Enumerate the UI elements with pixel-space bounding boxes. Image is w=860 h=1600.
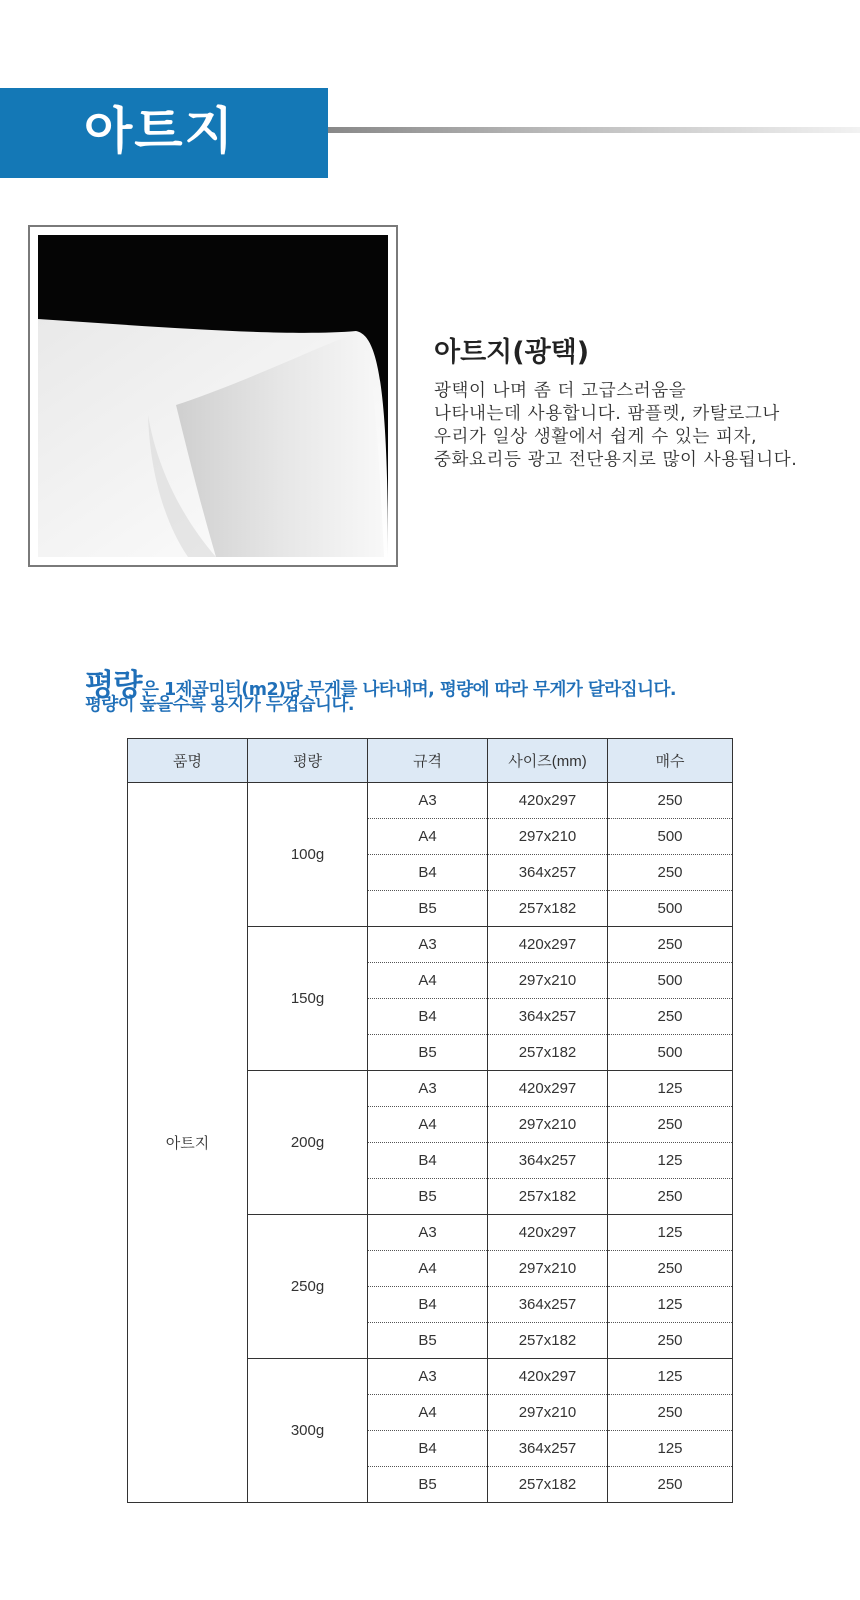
cell-count: 250 (608, 783, 733, 819)
cell-weight: 100g (248, 783, 368, 927)
cell-item-name: 아트지 (128, 783, 248, 1503)
cell-spec: A4 (368, 1251, 488, 1287)
cell-size: 364x257 (488, 855, 608, 891)
cell-spec: A3 (368, 1071, 488, 1107)
col-header-weight: 평량 (248, 739, 368, 783)
cell-count: 500 (608, 963, 733, 999)
cell-spec: A3 (368, 783, 488, 819)
cell-count: 250 (608, 1467, 733, 1503)
cell-count: 125 (608, 1431, 733, 1467)
col-header-count: 매수 (608, 739, 733, 783)
cell-size: 420x297 (488, 783, 608, 819)
title-banner (0, 88, 328, 178)
cell-weight: 300g (248, 1359, 368, 1503)
cell-count: 250 (608, 1395, 733, 1431)
cell-size: 257x182 (488, 1323, 608, 1359)
cell-size: 364x257 (488, 1431, 608, 1467)
cell-size: 257x182 (488, 1467, 608, 1503)
col-header-item: 품명 (128, 739, 248, 783)
cell-count: 500 (608, 1035, 733, 1071)
cell-count: 250 (608, 999, 733, 1035)
cell-weight: 150g (248, 927, 368, 1071)
note-line1: 은 1제곱미터(m2)당 무게를 나타내며, 평량에 따라 무게가 달라집니다. (141, 680, 677, 700)
cell-size: 297x210 (488, 1395, 608, 1431)
cell-size: 420x297 (488, 1359, 608, 1395)
cell-count: 125 (608, 1359, 733, 1395)
description-line: 우리가 일상 생활에서 쉽게 수 있는 피자, (434, 427, 758, 447)
spec-table (127, 738, 733, 1503)
cell-spec: B4 (368, 855, 488, 891)
table-row (128, 783, 733, 819)
cell-count: 250 (608, 855, 733, 891)
description-line: 광택이 나며 좀 더 고급스러움을 (434, 381, 687, 401)
description-line: 나타내는데 사용합니다. 팜플렛, 카탈로그나 (434, 404, 780, 424)
cell-spec: A4 (368, 819, 488, 855)
cell-spec: B5 (368, 1035, 488, 1071)
cell-spec: B4 (368, 1143, 488, 1179)
cell-size: 420x297 (488, 1215, 608, 1251)
cell-spec: A3 (368, 927, 488, 963)
cell-spec: A3 (368, 1359, 488, 1395)
product-heading: 아트지(광택) (434, 337, 590, 368)
cell-count: 500 (608, 891, 733, 927)
cell-size: 257x182 (488, 1035, 608, 1071)
cell-spec: B5 (368, 1467, 488, 1503)
cell-weight: 250g (248, 1215, 368, 1359)
description-line: 중화요리등 광고 전단용지로 많이 사용됩니다. (434, 450, 798, 470)
page-title: 아트지 (84, 102, 235, 160)
cell-count: 500 (608, 819, 733, 855)
basis-weight-note (85, 660, 845, 716)
cell-count: 250 (608, 1179, 733, 1215)
product-photo-frame (28, 225, 398, 567)
cell-size: 297x210 (488, 819, 608, 855)
cell-size: 420x297 (488, 1071, 608, 1107)
cell-size: 257x182 (488, 1179, 608, 1215)
cell-size: 257x182 (488, 891, 608, 927)
cell-count: 250 (608, 1251, 733, 1287)
cell-spec: B5 (368, 891, 488, 927)
cell-spec: A4 (368, 963, 488, 999)
note-keyword: 평량 (85, 668, 142, 703)
cell-size: 297x210 (488, 1251, 608, 1287)
cell-count: 250 (608, 927, 733, 963)
cell-spec: B4 (368, 1287, 488, 1323)
cell-spec: A4 (368, 1395, 488, 1431)
cell-count: 125 (608, 1143, 733, 1179)
cell-weight: 200g (248, 1071, 368, 1215)
product-description (434, 336, 854, 472)
description-text (434, 380, 854, 472)
cell-count: 125 (608, 1215, 733, 1251)
glossy-paper-image (38, 235, 388, 557)
cell-spec: B5 (368, 1179, 488, 1215)
cell-size: 364x257 (488, 999, 608, 1035)
cell-size: 364x257 (488, 1143, 608, 1179)
cell-size: 297x210 (488, 963, 608, 999)
table-body (128, 783, 733, 1503)
cell-size: 297x210 (488, 1107, 608, 1143)
col-header-size: 사이즈(mm) (488, 739, 608, 783)
note-line2: 평량이 높을수록 용지가 두껍습니다. (85, 695, 354, 715)
title-divider-line (328, 127, 860, 133)
col-header-spec: 규격 (368, 739, 488, 783)
cell-size: 364x257 (488, 1287, 608, 1323)
cell-count: 250 (608, 1323, 733, 1359)
cell-spec: B4 (368, 1431, 488, 1467)
cell-spec: A3 (368, 1215, 488, 1251)
cell-count: 125 (608, 1287, 733, 1323)
cell-spec: B5 (368, 1323, 488, 1359)
cell-spec: B4 (368, 999, 488, 1035)
cell-size: 420x297 (488, 927, 608, 963)
cell-count: 125 (608, 1071, 733, 1107)
cell-count: 250 (608, 1107, 733, 1143)
table-header-row (128, 739, 733, 783)
cell-spec: A4 (368, 1107, 488, 1143)
